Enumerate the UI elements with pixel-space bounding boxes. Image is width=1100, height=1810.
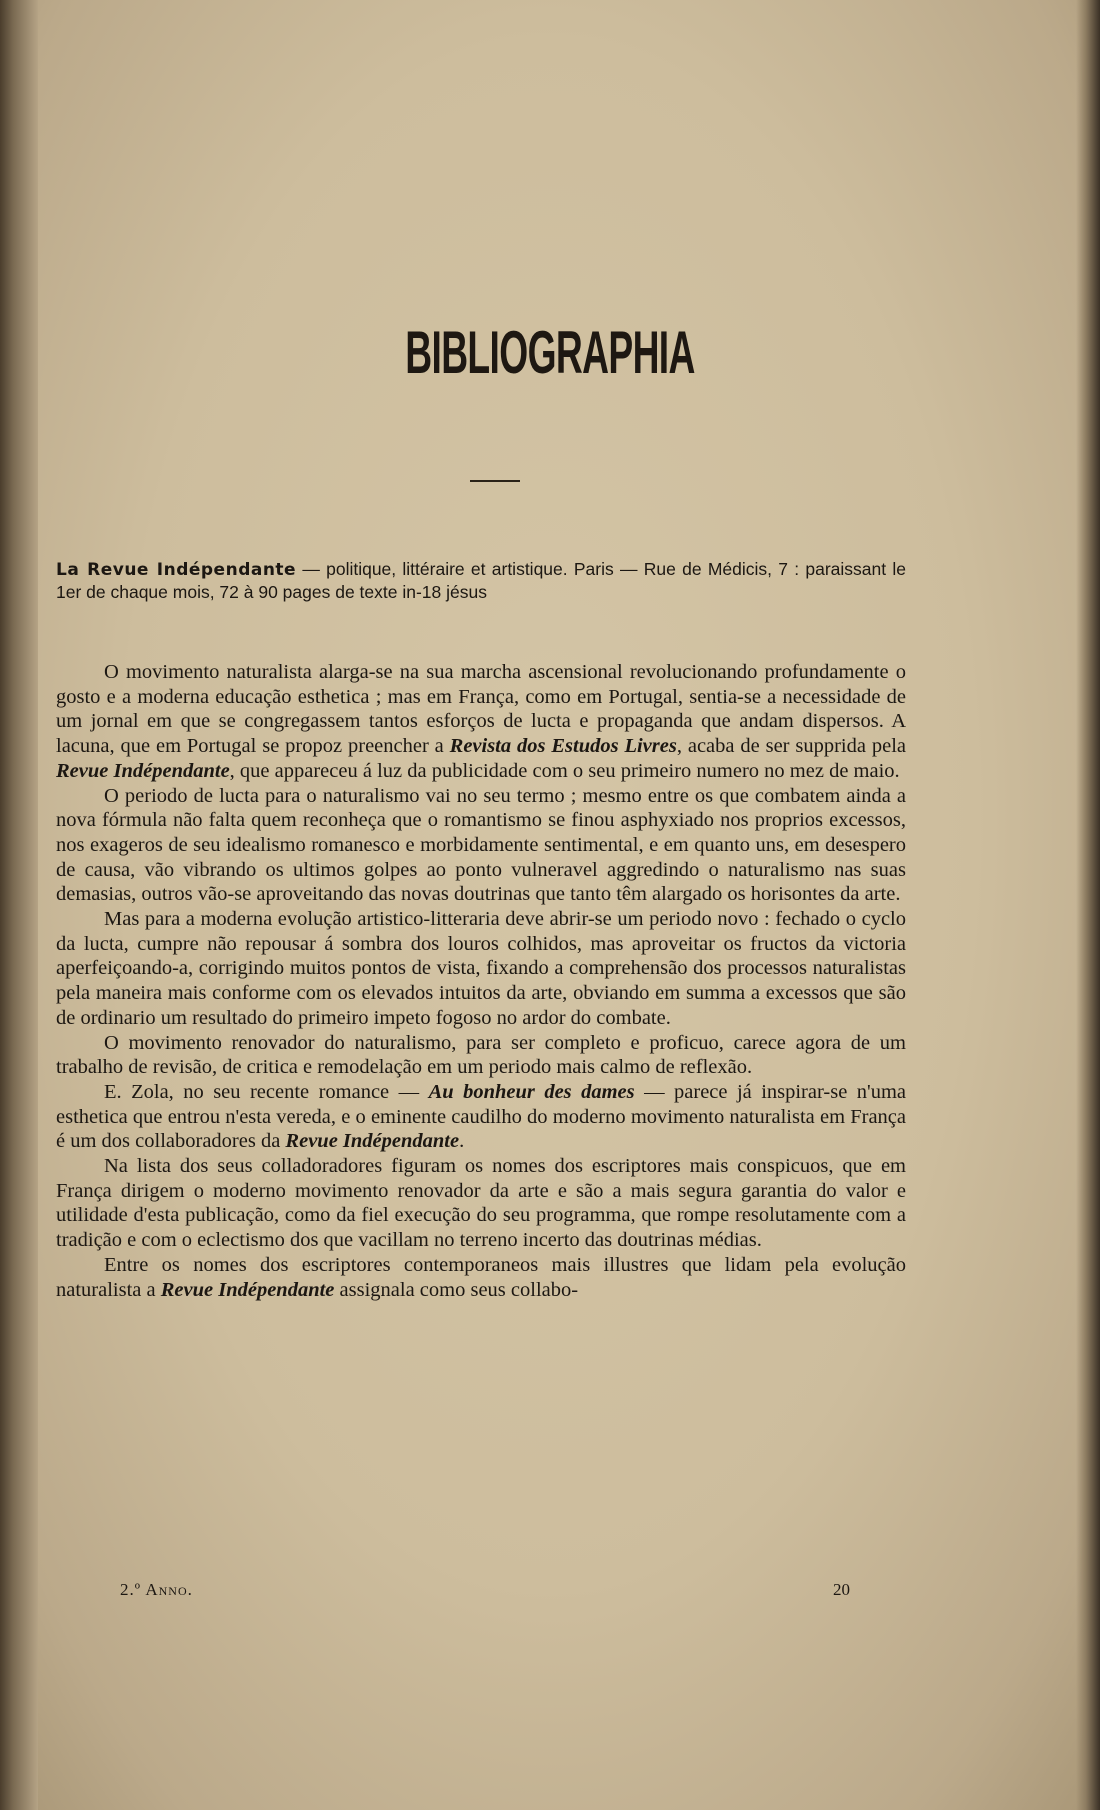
italic-title: Revue Indépendante [56,759,230,782]
paragraph: O movimento naturalista alarga-se na sua marcha ascensional revolucionando profundamente o gosto e a moderna educação esthetica ; mas em França, como em Portugal, sentia-se a necessidade de um jornal em que se congregassem tantos esforços de lucta e propaganda que andam dispersos. A lacuna, que em Portugal se propoz preencher a Revista dos Estudos Livres, acaba de ser supprida pela Revue Indépendante, que appareceu á luz da publicidade com o seu primeiro numero no mez de maio. [56,661,906,782]
paragraph: Na lista dos seus colladoradores figuram os nomes dos escriptores mais conspicuos, que em França dirigem o moderno movimento renovador da arte e são a mais segura garantia do valor e utilidade d'esta publicação, como da fiel execução do seu programma, que rompe resolutamente com a tradição e com o eclectismo dos que vacillam no terreno incerto das doutrinas médias. [56,1155,906,1252]
paragraph: O periodo de lucta para o naturalismo vai no seu termo ; mesmo entre os que combatem ainda a nova fórmula não falta quem reconheça que o romantismo se finou asphyxiado nos proprios excessos, nos exageros de seu idealismo romanesco e morbidamente sentimental, e em quanto uns, em desespero de causa, vão vibrando os ultimos golpes ao ponto vulneravel aggredindo o naturalismo nas suas demasias, outros vão-se aproveitando das novas doutrinas que tanto têm alargado os horisontes da arte. [56,784,906,906]
volume-label: 2.º Anno. [120,1580,193,1599]
title-divider [470,480,520,482]
paragraph: Entre os nomes dos escriptores contemporaneos mais illustres que lidam pela evolução naturalista a Revue Indépendante assignala como seus collabo- [56,1253,906,1301]
review-entry-header [56,558,906,603]
italic-title: Au bonheur des dames [428,1080,635,1103]
italic-title: Revista dos Estudos Livres [449,735,677,758]
paragraph: O movimento renovador do naturalismo, para ser completo e proficuo, carece agora de um trabalho de revisão, de critica e remodelação em um periodo mais calmo de reflexão. [56,1031,906,1079]
paragraph: E. Zola, no seu recente romance — Au bonheur des dames — parece já inspirar-se n'uma esthetica que entrou n'esta vereda, e o eminente caudilho do moderno movimento naturalista em França é um dos collaboradores da Revue Indépendante. [56,1080,906,1153]
article-body [56,660,906,1302]
page-title: BIBLIOGRAPHIA [405,319,695,386]
paragraph: Mas para a moderna evolução artistico-litteraria deve abrir-se um periodo novo : fechado o cyclo da lucta, cumpre não repousar á sombra dos louros colhidos, mas aproveitar os fructos da victoria aperfeiçoando-a, corrigindo muitos pontos de vista, fixando a comprehensão dos processos naturalistas pela maneira mais conforme com os elevados intuitos da arte, obviando em summa a excessos que são de ordinario um resultado do primeiro impeto fogoso no ardor do combate. [56,908,906,1029]
page-number: 20 [833,1580,850,1599]
italic-title: Revue Indépendante [160,1278,335,1301]
italic-title: Revue Indépendante [285,1130,460,1153]
page-footer [120,1580,850,1600]
review-details: — politique, littéraire et artistique. Paris — Rue de Médicis, 7 : paraissant le 1er de chaque mois, 72 à 90 pages de texte in-18 jésus [56,559,906,602]
review-name: La Revue Indépendante [56,560,297,580]
